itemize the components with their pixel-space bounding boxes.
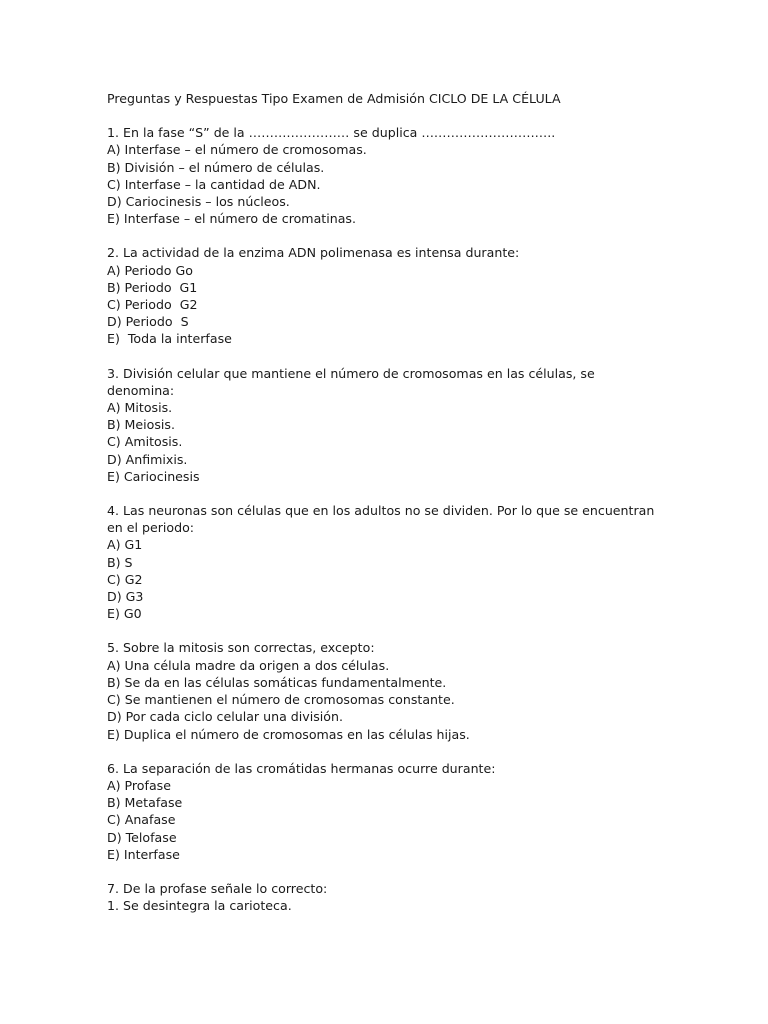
question-stem: 1. En la fase “S” de la …………………… se duplica …………………………..	[107, 125, 556, 141]
answer-option: D) Telofase	[107, 829, 177, 845]
question-block	[107, 124, 667, 227]
answer-option: C) G2	[107, 571, 143, 587]
question-stem: 5. Sobre la mitosis son correctas, excepto:	[107, 640, 375, 656]
question-stem: denomina:	[107, 382, 175, 398]
question-block	[107, 880, 667, 914]
answer-option: C) Se mantienen el número de cromosomas constante.	[107, 692, 455, 708]
answer-option: D) Anfimixis.	[107, 451, 188, 467]
answer-option: A) Periodo Go	[107, 262, 193, 278]
question-block	[107, 760, 667, 863]
answer-option: E) Interfase – el número de cromatinas.	[107, 211, 356, 227]
answer-option: D) G3	[107, 589, 144, 605]
answer-option: C) Anafase	[107, 812, 176, 828]
answer-option: D) Por cada ciclo celular una división.	[107, 709, 343, 725]
document-content	[107, 90, 667, 914]
answer-option: B) Meiosis.	[107, 417, 175, 433]
answer-option: A) Mitosis.	[107, 400, 173, 416]
answer-option: C) Interfase – la cantidad de ADN.	[107, 176, 321, 192]
answer-option: B) Metafase	[107, 795, 183, 811]
question-stem: 6. La separación de las cromátidas hermanas ocurre durante:	[107, 760, 496, 776]
answer-option: D) Cariocinesis – los núcleos.	[107, 194, 290, 210]
question-block	[107, 365, 667, 485]
question-block	[107, 502, 667, 622]
answer-option: 1. Se desintegra la carioteca.	[107, 898, 292, 914]
question-block	[107, 639, 667, 742]
answer-option: C) Amitosis.	[107, 434, 183, 450]
answer-option: B) División – el número de células.	[107, 159, 325, 175]
question-stem: 4. Las neuronas son células que en los adultos no se dividen. Por lo que se encuentran	[107, 503, 655, 519]
answer-option: A) Una célula madre da origen a dos células.	[107, 657, 390, 673]
answer-option: E) Interfase	[107, 846, 180, 862]
answer-option: A) Interfase – el número de cromosomas.	[107, 142, 367, 158]
answer-option: B) S	[107, 554, 133, 570]
question-stem: 3. División celular que mantiene el número de cromosomas en las células, se	[107, 365, 595, 381]
answer-option: A) Profase	[107, 777, 171, 793]
document-title: Preguntas y Respuestas Tipo Examen de Admisión CICLO DE LA CÉLULA	[107, 91, 561, 106]
question-stem: 7. De la profase señale lo correcto:	[107, 880, 328, 896]
answer-option: D) Periodo S	[107, 314, 189, 330]
answer-option: A) G1	[107, 537, 143, 553]
answer-option: E) Duplica el número de cromosomas en las células hijas.	[107, 726, 470, 742]
answer-option: B) Periodo G1	[107, 279, 198, 295]
question-stem: 2. La actividad de la enzima ADN polimenasa es intensa durante:	[107, 245, 520, 261]
question-block	[107, 244, 667, 347]
question-list	[107, 124, 667, 914]
answer-option: B) Se da en las células somáticas fundamentalmente.	[107, 674, 447, 690]
answer-option: C) Periodo G2	[107, 297, 198, 313]
answer-option: E) Cariocinesis	[107, 468, 200, 484]
answer-option: E) G0	[107, 606, 142, 622]
answer-option: E) Toda la interfase	[107, 331, 232, 347]
question-stem: en el periodo:	[107, 520, 195, 536]
